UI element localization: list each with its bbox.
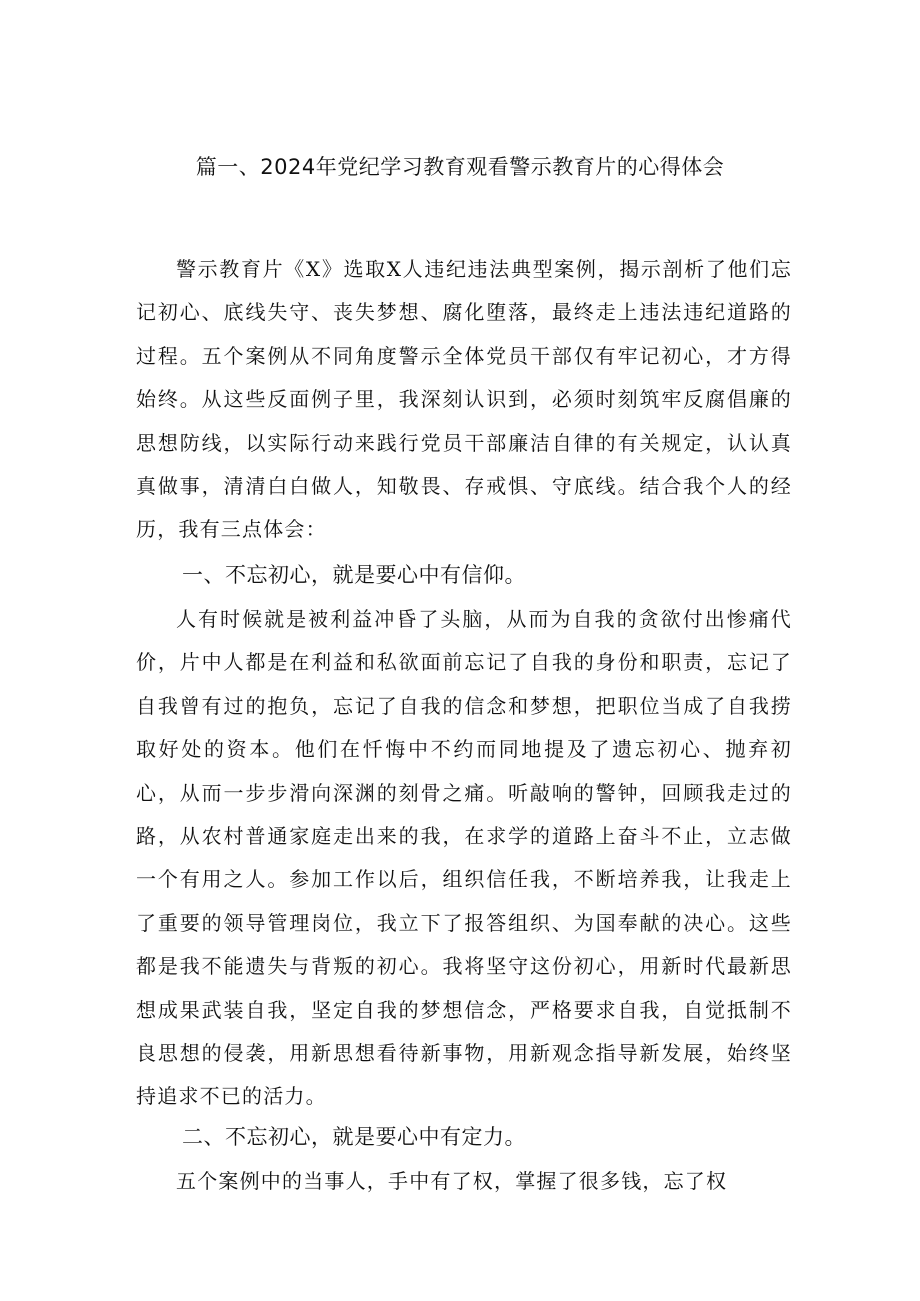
section-2-paragraph: 五个案例中的当事人，手中有了权，掌握了很多钱，忘了权 (176, 1169, 728, 1193)
section-2-heading: 二、不忘初心，就是要心中有定力。 (182, 1125, 526, 1149)
section-1-heading: 一、不忘初心，就是要心中有信仰。 (182, 563, 526, 587)
intro-paragraph: 警示教育片《X》选取X人违纪违法典型案例，揭示剖析了他们忘记初心、底线失守、丧失梦想、腐化堕落，最终走上违法违纪道路的过程。五个案例从不同角度警示全体党员干部仅有牢记初心，才方得始终。从这些反面例子里，我深刻认识到，必须时刻筑牢反腐倡廉的思想防线，以实际行动来践行党员干部廉洁自律的有关规定，认认真真做事，清清白白做人，知敬畏、存戒惧、守底线。结合我个人的经历，我有三点体会： (136, 257, 792, 542)
section-1-paragraph: 人有时候就是被利益冲昏了头脑，从而为自我的贪欲付出惨痛代价，片中人都是在利益和私欲面前忘记了自我的身份和职责，忘记了自我曾有过的抱负，忘记了自我的信念和梦想，把职位当成了自我捞取好处的资本。他们在忏悔中不约而同地提及了遗忘初心、抛弃初心，从而一步步滑向深渊的刻骨之痛。听敲响的警钟，回顾我走过的路，从农村普通家庭走出来的我，在求学的道路上奋斗不止，立志做一个有用之人。参加工作以后，组织信任我，不断培养我，让我走上了重要的领导管理岗位，我立下了报答组织、为国奉献的决心。这些都是我不能遗失与背叛的初心。我将坚守这份初心，用新时代最新思想成果武装自我，坚定自我的梦想信念，严格要求自我，自觉抵制不良思想的侵袭，用新思想看待新事物，用新观念指导新发展，始终坚持追求不已的活力。 (136, 607, 792, 1109)
document-title: 篇一、2024年党纪学习教育观看警示教育片的心得体会 (195, 155, 725, 179)
